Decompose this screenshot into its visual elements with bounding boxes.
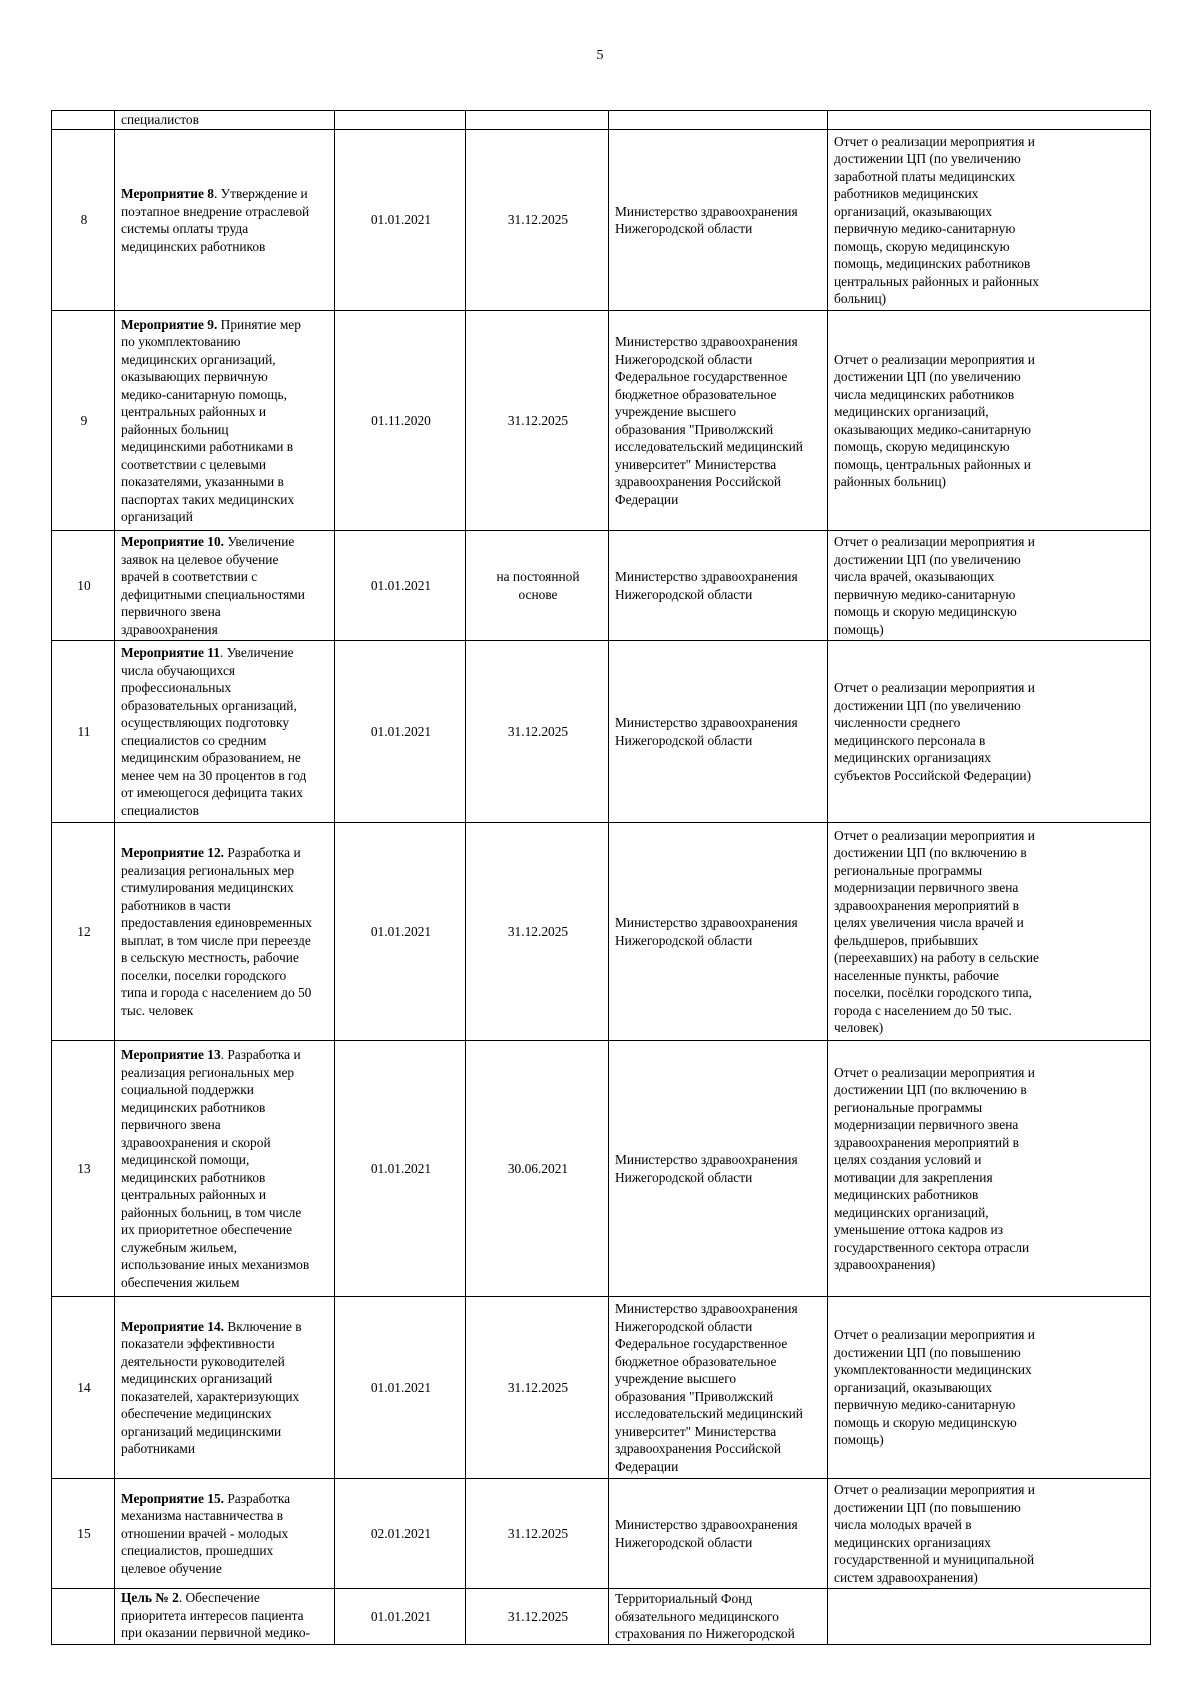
activity-description: Включение в показатели эффективности деятельности руководителей медицинских организаций показателей, характеризующих обеспечение медицинских организаций медицинскими работниками	[121, 1318, 302, 1456]
activity-description: . Разработка и реализация региональных мер социальной поддержки медицинских работников первичного звена здравоохранения и скорой медицинской помощи, медицинских работников центральных районных и районных больниц, в том числе их приоритетное обеспечение служебным жильем, использование иных механизмов обеспечения жильем	[121, 1047, 310, 1290]
activity-name	[115, 311, 335, 531]
activity-name	[115, 1297, 335, 1479]
activity-description: Разработка механизма наставничества в отношении врачей - молодых специалистов, прошедших целевое обучение	[121, 1490, 291, 1576]
row-number	[52, 111, 115, 130]
table-row	[52, 130, 1151, 311]
table-row	[52, 1297, 1151, 1479]
row-number: 14	[52, 1297, 115, 1479]
result: Отчет о реализации мероприятия и достижении ЦП (по включению в региональные программы модернизации первичного звена здравоохранения мероприятий в целях увеличения числа врачей и фельдшеров, прибывших (переехавших) на работу в сельские населенные пункты, рабочие поселки, посёлки городского типа, города с населением до 50 тыс. человек)	[828, 823, 1151, 1041]
table-row	[52, 531, 1151, 641]
start-date: 01.01.2021	[335, 823, 466, 1041]
responsible: Министерство здравоохранения Нижегородской области	[609, 823, 828, 1041]
activity-title: Мероприятие 12.	[121, 845, 224, 860]
row-number: 15	[52, 1479, 115, 1589]
activity-description: . Утверждение и поэтапное внедрение отраслевой системы оплаты труда медицинских работников	[121, 186, 310, 254]
activity-name	[115, 1589, 335, 1645]
end-date: 31.12.2025	[466, 311, 609, 531]
result	[828, 111, 1151, 130]
activity-title: Мероприятие 10.	[121, 534, 224, 549]
activity-name	[115, 1041, 335, 1297]
end-date: 31.12.2025	[466, 823, 609, 1041]
responsible: Министерство здравоохранения Нижегородской области	[609, 531, 828, 641]
page-number: 5	[596, 48, 604, 63]
row-number: 13	[52, 1041, 115, 1297]
end-date	[466, 111, 609, 130]
row-number: 8	[52, 130, 115, 311]
result: Отчет о реализации мероприятия и достижении ЦП (по повышению укомплектованности медицинских организаций, оказывающих первичную медико-санитарную помощь и скорую медицинскую помощь)	[828, 1297, 1151, 1479]
end-date: 31.12.2025	[466, 1479, 609, 1589]
responsible: Министерство здравоохранения Нижегородской области Федеральное государственное бюджетное образовательное учреждение высшего образования "Приволжский исследовательский медицинский университет" Министерства здравоохранения Российской Федерации	[609, 1297, 828, 1479]
activity-description: . Увеличение числа обучающихся профессиональных образовательных организаций, осуществляющих подготовку специалистов со средним медицинским образованием, не менее чем на 30 процентов в год от имеющегося дефицита таких специалистов	[121, 645, 307, 818]
result: Отчет о реализации мероприятия и достижении ЦП (по увеличению числа медицинских работников медицинских организаций, оказывающих медико-санитарную помощь, скорую медицинскую помощь, центральных районных и районных больниц)	[828, 311, 1151, 531]
activity-title: Мероприятие 11	[121, 645, 220, 660]
start-date: 01.01.2021	[335, 531, 466, 641]
table-row	[52, 641, 1151, 823]
table-row	[52, 823, 1151, 1041]
end-date: 31.12.2025	[466, 130, 609, 311]
activity-description: Принятие мер по укомплектованию медицинских организаций, оказывающих первичную медико-санитарную помощь, центральных районных и районных больниц медицинскими работниками в соответствии с целевыми показателями, указанными в паспортах таких медицинских организаций	[121, 316, 301, 524]
activity-name	[115, 1479, 335, 1589]
responsible: Министерство здравоохранения Нижегородской области	[609, 130, 828, 311]
goal-title: Цель № 2	[121, 1590, 179, 1605]
row-number: 10	[52, 531, 115, 641]
responsible: Министерство здравоохранения Нижегородской области	[609, 1041, 828, 1297]
table-row	[52, 111, 1151, 130]
responsible: Министерство здравоохранения Нижегородской области	[609, 1479, 828, 1589]
row-number: 12	[52, 823, 115, 1041]
table-row	[52, 1479, 1151, 1589]
table-row	[52, 311, 1151, 531]
table-row	[52, 1041, 1151, 1297]
activity-description: Разработка и реализация региональных мер стимулирования медицинских работников в части предоставления единовременных выплат, в том числе при переезде в сельскую местность, рабочие поселки, поселки городского типа и города с населением до 50 тыс. человек	[121, 845, 312, 1018]
result: Отчет о реализации мероприятия и достижении ЦП (по повышению числа молодых врачей в медицинских организациях государственной и муниципальной систем здравоохранения)	[828, 1479, 1151, 1589]
goal-description: . Обеспечение приоритета интересов пациента при оказании первичной медико-	[121, 1590, 310, 1640]
activity-description: специалистов	[121, 112, 199, 127]
start-date: 01.01.2021	[335, 130, 466, 311]
responsible: Территориальный Фонд обязательного медицинского страхования по Нижегородской	[609, 1589, 828, 1645]
activity-title: Мероприятие 14.	[121, 1318, 224, 1334]
result: Отчет о реализации мероприятия и достижении ЦП (по увеличению числа врачей, оказывающих первичную медико-санитарную помощь и скорую медицинскую помощь)	[828, 531, 1151, 641]
activity-name	[115, 130, 335, 311]
result: Отчет о реализации мероприятия и достижении ЦП (по увеличению заработной платы медицинских работников медицинских организаций, оказывающих первичную медико-санитарную помощь, скорую медицинскую помощь, медицинских работников центральных районных и районных больниц)	[828, 130, 1151, 311]
responsible: Министерство здравоохранения Нижегородской области	[609, 641, 828, 823]
activity-name	[115, 823, 335, 1041]
table-row	[52, 1589, 1151, 1645]
row-number: 11	[52, 641, 115, 823]
end-date: 31.12.2025	[466, 641, 609, 823]
start-date	[335, 111, 466, 130]
activity-title: Мероприятие 15.	[121, 1490, 224, 1506]
activity-title: Мероприятие 13	[121, 1047, 221, 1062]
start-date: 01.11.2020	[335, 311, 466, 531]
activity-name	[115, 111, 335, 130]
start-date: 01.01.2021	[335, 1041, 466, 1297]
end-date: 31.12.2025	[466, 1589, 609, 1645]
activities-table	[51, 110, 1151, 1645]
start-date: 01.01.2021	[335, 641, 466, 823]
result	[828, 1589, 1151, 1645]
start-date: 02.01.2021	[335, 1479, 466, 1589]
start-date: 01.01.2021	[335, 1589, 466, 1645]
activity-title: Мероприятие 8	[121, 186, 214, 201]
result: Отчет о реализации мероприятия и достижении ЦП (по включению в региональные программы модернизации первичного звена здравоохранения мероприятий в целях создания условий и мотивации для закрепления медицинских работников медицинских организаций, уменьшение оттока кадров из государственного сектора отрасли здравоохранения)	[828, 1041, 1151, 1297]
row-number: 9	[52, 311, 115, 531]
activity-description: Увеличение заявок на целевое обучение врачей в соответствии с дефицитными специальностями первичного звена здравоохранения	[121, 534, 305, 637]
responsible: Министерство здравоохранения Нижегородской области Федеральное государственное бюджетное образовательное учреждение высшего образования "Приволжский исследовательский медицинский университет" Министерства здравоохранения Российской Федерации	[609, 311, 828, 531]
responsible	[609, 111, 828, 130]
row-number	[52, 1589, 115, 1645]
activity-name	[115, 531, 335, 641]
activity-title: Мероприятие 9.	[121, 316, 218, 332]
end-date: 30.06.2021	[466, 1041, 609, 1297]
result: Отчет о реализации мероприятия и достижении ЦП (по увеличению численности среднего медицинского персонала в медицинских организациях субъектов Российской Федерации)	[828, 641, 1151, 823]
end-date: на постоянной основе	[466, 531, 609, 641]
start-date: 01.01.2021	[335, 1297, 466, 1479]
activity-name	[115, 641, 335, 823]
end-date: 31.12.2025	[466, 1297, 609, 1479]
